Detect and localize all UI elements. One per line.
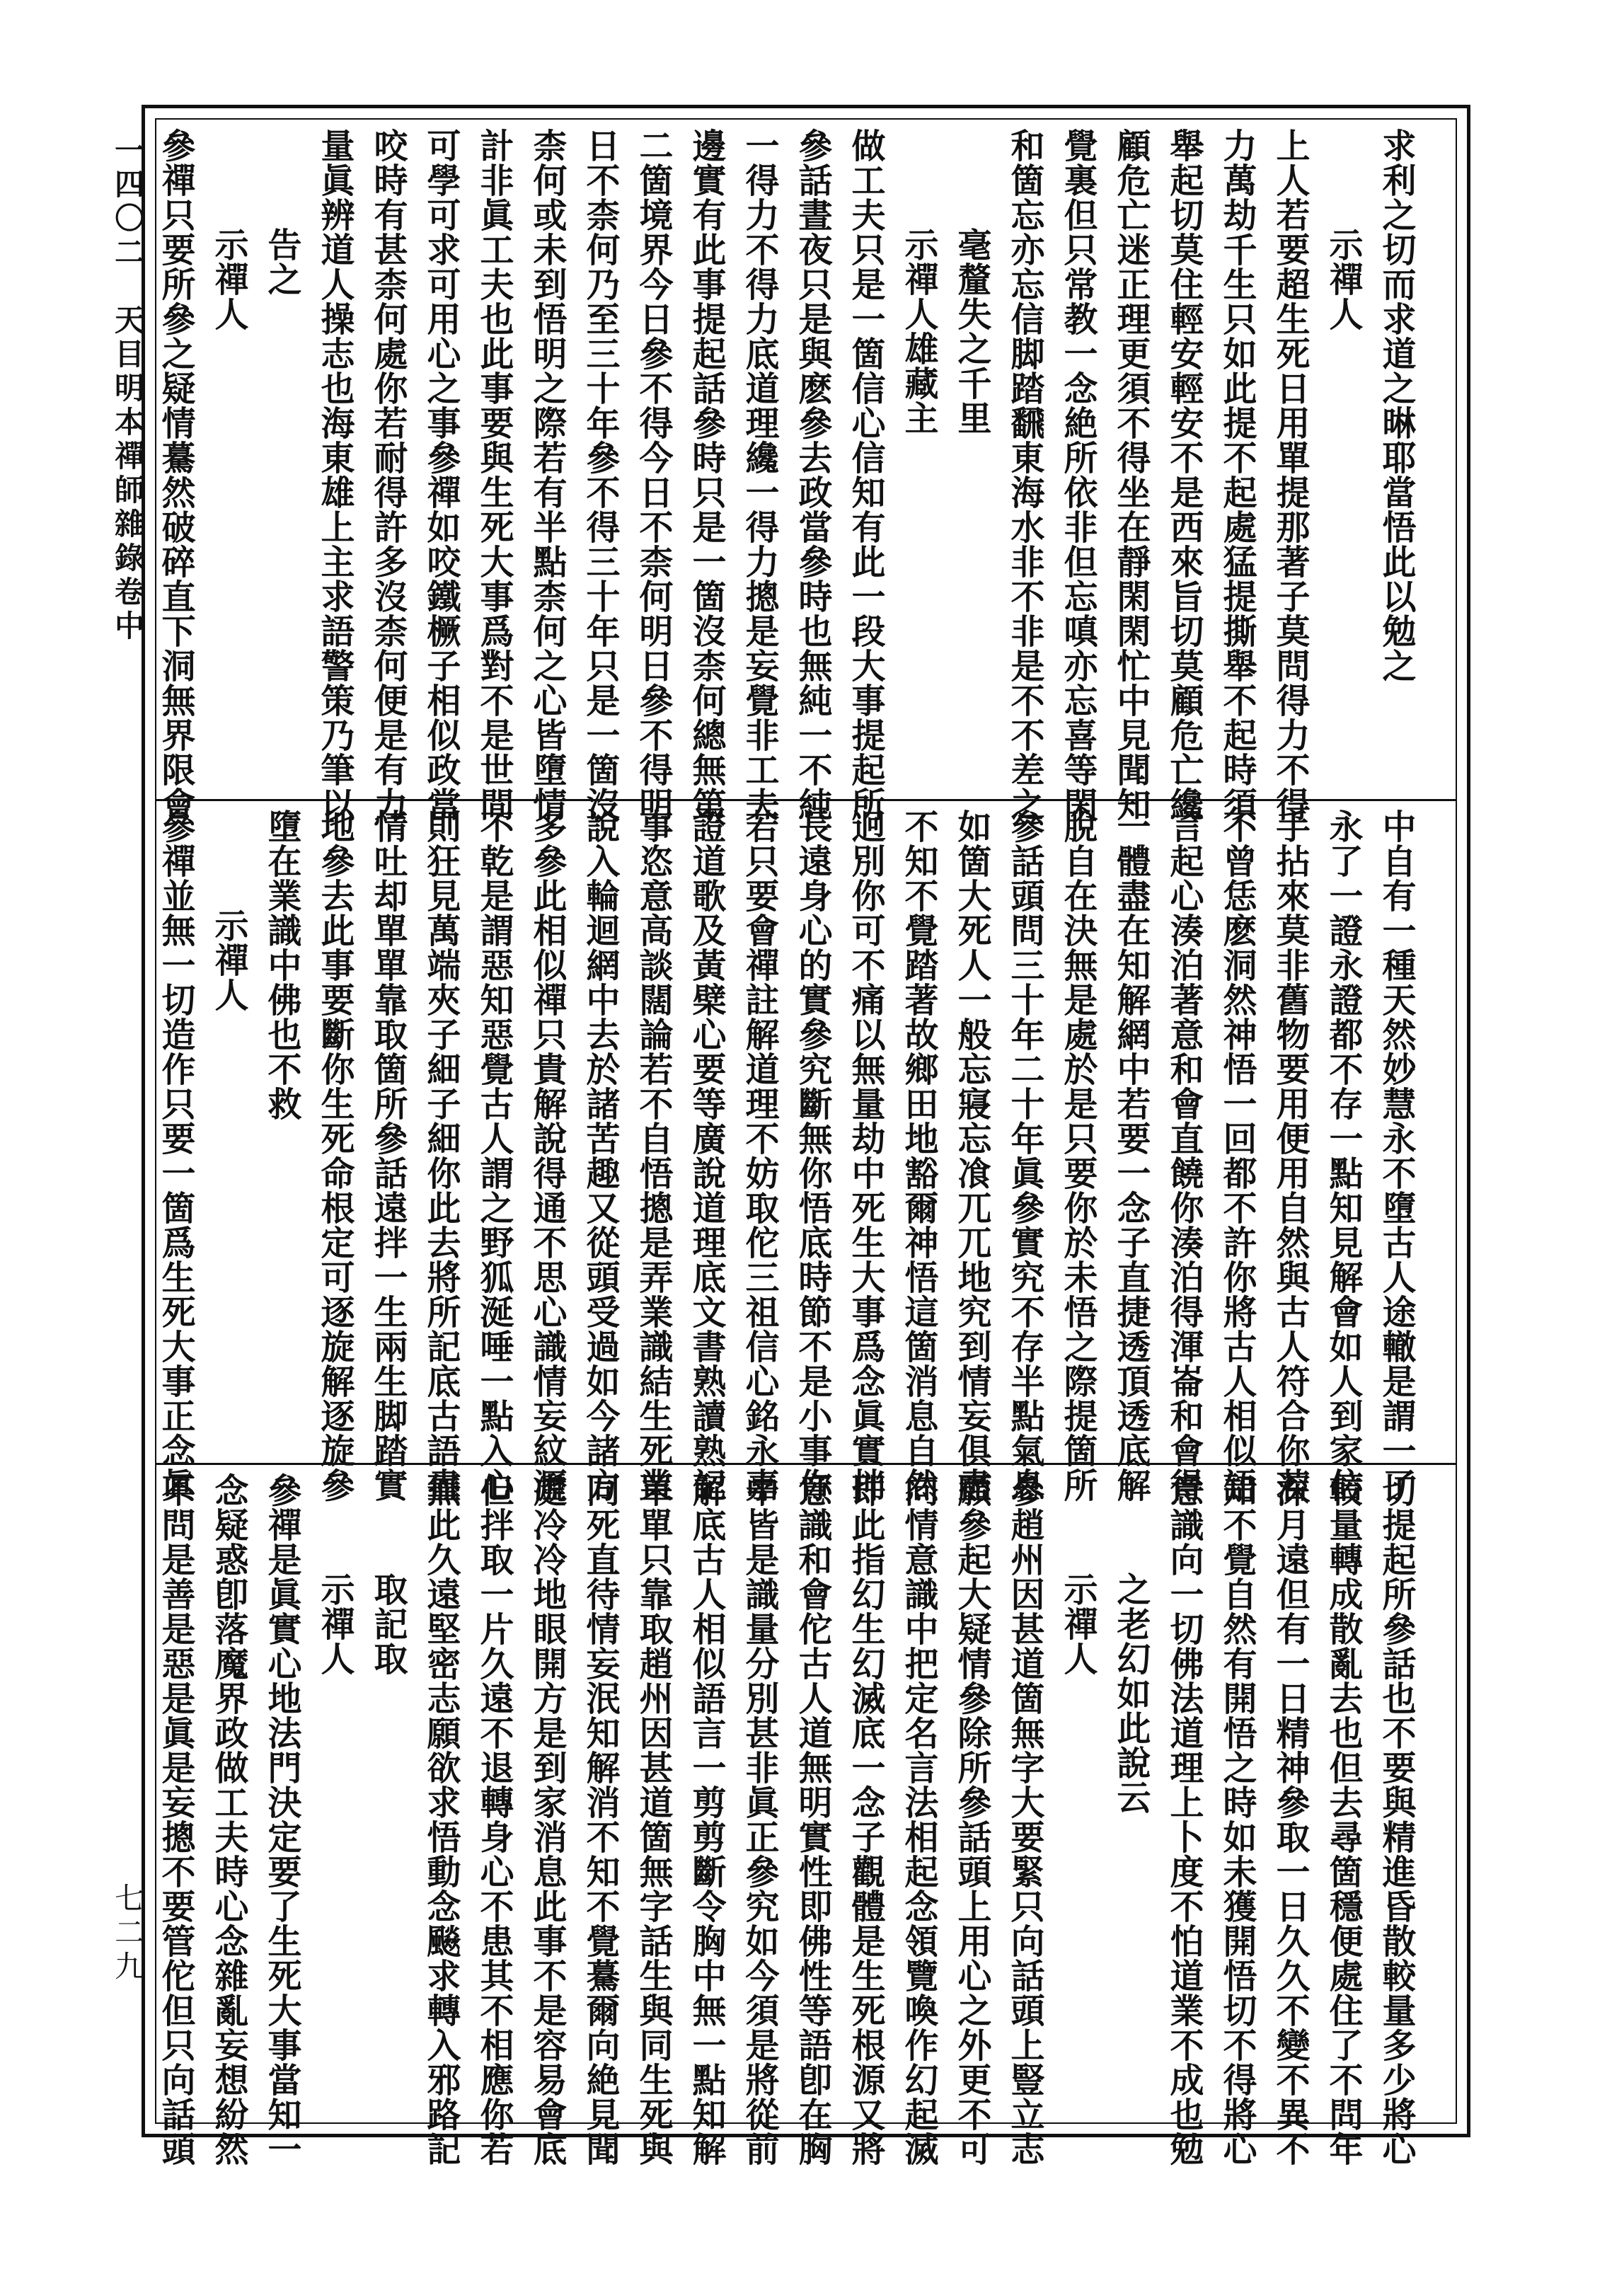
text-column: 上人若要超生死日用單提那著子莫問得力不得 — [1270, 128, 1310, 822]
text-column: 單單只靠取趙州因甚道箇無字話生與同生死與 — [633, 1473, 673, 2166]
text-column: 告之 — [262, 227, 301, 297]
text-column: 但拌取一片久遠不退轉身心不患其不相應你若 — [474, 1473, 514, 2166]
text-column: 切提起所參話也不要與精進昏散較量多少將心 — [1376, 1473, 1416, 2166]
text-column: 邊實有此事提起話參時只是一箇沒柰何總無第 — [686, 128, 726, 822]
text-column: 之老幻如此說云 — [1111, 1572, 1151, 1815]
text-column: 不問是善是惡是眞是妄摠不要管佗但只向話頭 — [156, 1473, 195, 2166]
text-column: 永了一證永證都不存一點知見解會如人到家信 — [1323, 809, 1363, 1502]
text-column: 較量轉成散亂去也但去尋箇穩便處住了不問年 — [1323, 1473, 1363, 2166]
text-column: 無此久遠堅密志願欲求悟動念飈求轉入邪路記 — [421, 1473, 461, 2166]
text-column: 念疑惑卽落魔界政做工夫時心念雜亂妄想紛然 — [209, 1473, 248, 2166]
text-column: 參趙州因甚道箇無字大要緊只向話頭上豎立志 — [1005, 1473, 1044, 2166]
text-column: 參禪是眞實心地法門決定要了生死大事當知一 — [262, 1473, 301, 2166]
text-frame-inner — [155, 118, 1457, 2166]
text-column: 示禪人 — [209, 908, 248, 1012]
text-column: 同死直待情妄泯知解消不知不覺驀爾向絶見聞 — [580, 1473, 620, 2166]
text-column: 則狂見萬端夾子細子細你此去將所記底古語盡 — [421, 809, 461, 1502]
text-column: 意識和會佗古人道無明實性即佛性等語卽在胸 — [793, 1473, 832, 2166]
text-column: 示禪人 — [1058, 1572, 1098, 1676]
text-column: 脫自在決無是處於是只要你於未悟之際提箇所 — [1058, 809, 1098, 1502]
text-column: 說入輪迴網中去於諸苦趣又從頭受過如今諸方 — [580, 809, 620, 1502]
text-column: 不乾是謂惡知惡覺古人謂之野狐涎唾一點入心 — [474, 809, 514, 1502]
text-column: 不知不覺踏著故鄉田地豁爾神悟這箇消息自然 — [899, 809, 938, 1502]
text-column: 示禪人 — [209, 227, 248, 331]
text-column: 示禪人 — [1323, 227, 1363, 331]
text-column: 求利之切而求道之晽耶當悟此以勉之 — [1376, 128, 1416, 683]
text-column: 意識向一切佛法道理上卜度不怕道業不成也勉 — [1164, 1473, 1204, 2166]
text-column: 中自有一種天然妙慧永不墮古人途轍是謂一了 — [1376, 809, 1416, 1502]
text-column: 參話頭問三十年二十年眞參實究不存半點氣息 — [1005, 809, 1044, 1502]
text-frame — [142, 105, 1470, 2166]
text-column: 地參去此事要斷你生死命根定可逐旋解逐旋參 — [315, 809, 355, 1502]
text-column: 即此指幻生幻滅底一念子觀體是生死根源又將 — [846, 1473, 885, 2166]
text-column: 計非眞工夫也此事要與生死大事爲對不是世間 — [474, 128, 514, 822]
text-column: 手拈來莫非舊物要用便用自然與古人符合你若 — [1270, 809, 1310, 1502]
text-column: 一得力不得力底道理纔一得力摠是妄覺非工夫 — [739, 128, 779, 822]
text-column: 舉起切莫住輕安輕安不是西來旨切莫顧危亡纔 — [1164, 128, 1204, 822]
text-column: 願參起大疑情參除所參話頭上用心之外更不可 — [952, 1473, 991, 2166]
text-column: 處冷冷地眼開方是到家消息此事不是容易會底 — [527, 1473, 567, 2166]
text-column: 言起心湊泊著意和會直饒你湊泊得渾崙和會得 — [1164, 809, 1204, 1502]
text-column: 二箇境界今日參不得今日不柰何明日參不得明 — [633, 128, 673, 822]
text-column: 若只要會禪註解道理不妨取佗三祖信心銘永嘉 — [739, 809, 779, 1502]
text-column: 可學可求可用心之事參禪如咬鐵橛子相似政當 — [421, 128, 461, 822]
text-column: 深月遠但有一日精神參取一日久久不變不異不 — [1270, 1473, 1310, 2166]
text-column: 參禪只要所參之疑情驀然破碎直下洞無界限會 — [156, 128, 195, 822]
text-column: 日不柰何乃至三十年參不得三十年只是一箇沒 — [580, 128, 620, 822]
text-column: 柰何或未到悟明之際若有半點柰何之心皆墮情 — [527, 128, 567, 822]
text-column: 多參此相似禪只貴解說得通不思心識情妄紋瀝 — [527, 809, 567, 1502]
text-column: 毫釐失之千里 — [952, 227, 991, 435]
text-column: 長遠身心的實參究斷無你悟底時節不是小事你 — [793, 809, 832, 1502]
text-column: 覺裏但只常教一念絶所依非但忘嗔亦忘喜等閑 — [1058, 128, 1098, 822]
text-column: 量眞辨道人操志也海東雄上主求語警策乃筆以 — [315, 128, 355, 822]
text-column: 不曾恁麽洞然神悟一回都不許你將古人相似語 — [1217, 809, 1257, 1502]
text-column: 參禪並無一切造作只要一箇爲生死大事正念眞 — [156, 809, 195, 1502]
text-column: 力萬劫千生只如此提不起處猛提撕舉不起時須 — [1217, 128, 1257, 822]
text-column: 示禪人雄藏主 — [899, 227, 938, 435]
text-column: 事恣意高談闊論若不自悟摠是弄業識結生死業 — [633, 809, 673, 1502]
text-column: 一體盡在知解網中若要一念子直捷透頂透底解 — [1111, 809, 1151, 1502]
text-column: 中皆是識量分別甚非眞正參究如今須是將從前 — [739, 1473, 779, 2166]
text-column: 做工夫只是一箇信心信知有此一段大事提起所 — [846, 128, 885, 822]
text-column: 情吐却單單靠取箇所參話遠拌一生兩生脚踏實 — [368, 809, 408, 1502]
text-column: 迥別你可不痛以無量劫中死生大事爲念眞實拌 — [846, 809, 885, 1502]
text-column: 向情意識中把定名言法相起念領覽喚作幻起滅 — [899, 1473, 938, 2166]
text-column: 證道歌及黃檗心要等廣說道理底文書熟讀熟記 — [686, 809, 726, 1502]
text-column: 如箇大死人一般忘寢忘飡兀兀地究到情妄俱盡 — [952, 809, 991, 1502]
text-column: 示禪人 — [315, 1572, 355, 1676]
text-column: 解底古人相似語言一剪剪斷令胸中無一點知解 — [686, 1473, 726, 2166]
text-column: 顧危亡迷正理更須不得坐在靜閑閑忙中見聞知 — [1111, 128, 1151, 822]
text-column: 咬時有甚柰何處你若耐得許多沒柰何便是有力 — [368, 128, 408, 822]
text-column: 取記取 — [368, 1572, 408, 1676]
text-column: 和箇忘亦忘信脚踏飜東海水非不非是不不差之 — [1005, 128, 1044, 822]
text-column: 墮在業識中佛也不救 — [262, 809, 301, 1121]
margin-title: 一四〇二 天目明本禪師雜錄卷中 — [110, 134, 145, 644]
page-number: 七二九 — [110, 1883, 145, 1984]
text-column: 知不覺自然有開悟之時如未獲開悟切不得將心 — [1217, 1473, 1257, 2166]
text-column: 參話晝夜只是與麽參去政當參時也無純一不純 — [793, 128, 832, 822]
